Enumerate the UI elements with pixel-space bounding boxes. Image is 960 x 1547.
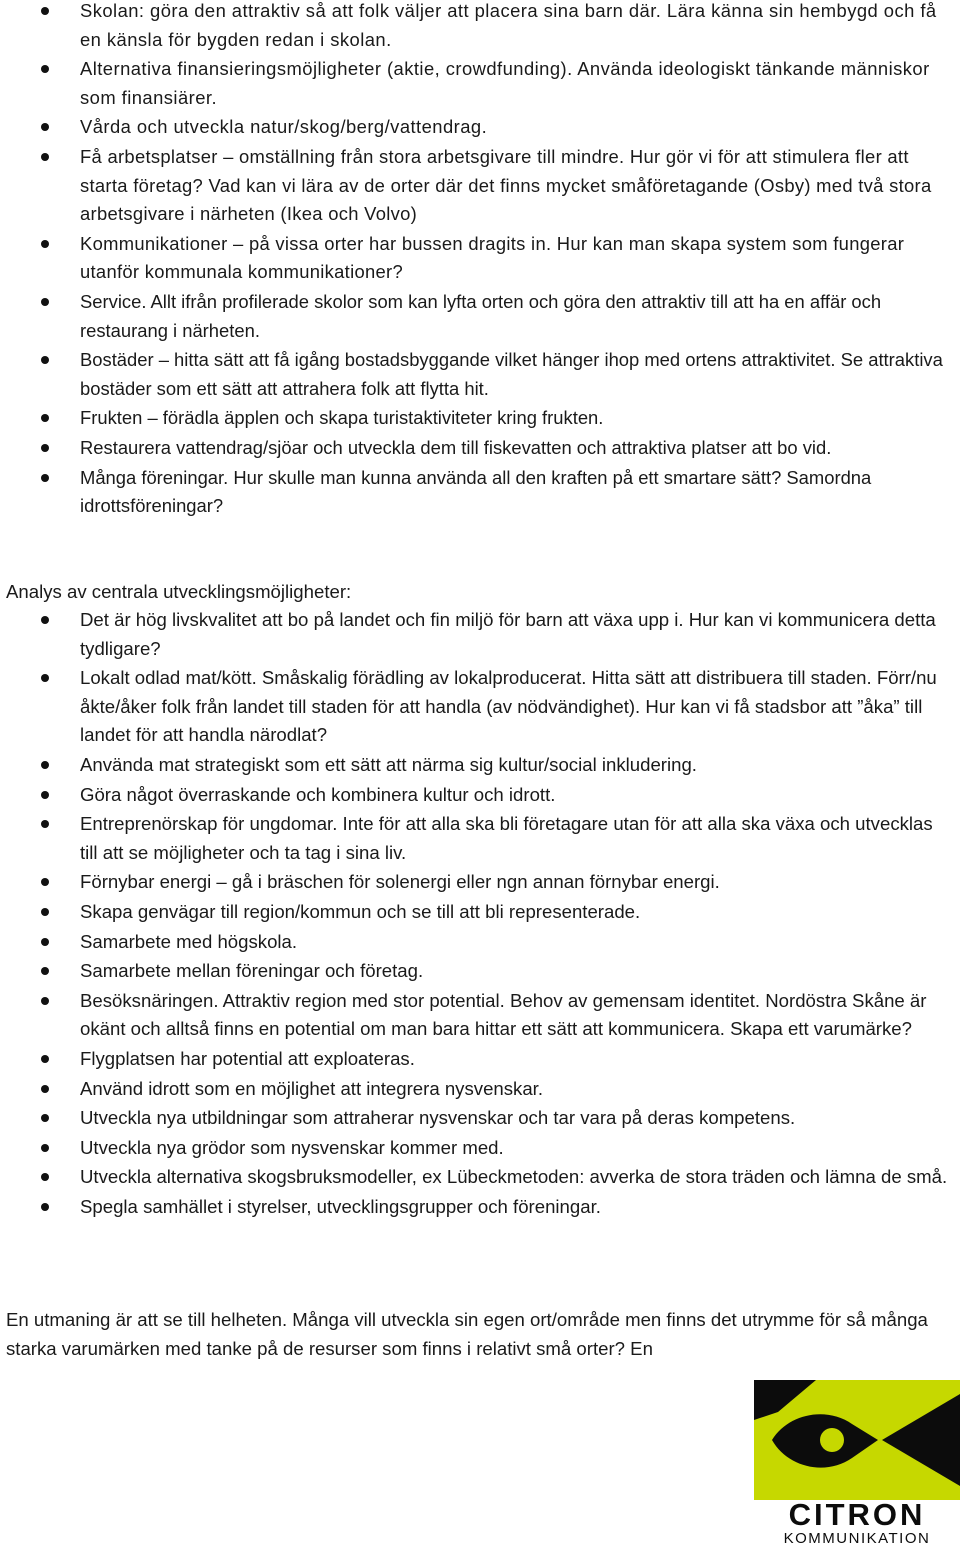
list-item: Få arbetsplatser – omställning från stora arbetsgivare till mindre. Hur gör vi för att stimulera fler att starta företag? Vad kan vi lära av de orter där det finns mycket småföretagande (Osby) med två stora arbetsgivare i närheten (Ikea och Volvo) [0, 143, 960, 229]
bullet-icon [41, 123, 49, 131]
list-item: Alternativa finansieringsmöjligheter (aktie, crowdfunding). Använda ideologiskt tänkande människor som finansiärer. [0, 55, 960, 112]
list-item: Kommunikationer – på vissa orter har bussen dragits in. Hur kan man skapa system som fungerar utanför kommunala kommunikationer? [0, 230, 960, 287]
bullet-icon [41, 1114, 49, 1122]
bullet-icon [41, 967, 49, 975]
list-item: Spegla samhället i styrelser, utvecklingsgrupper och föreningar. [0, 1193, 960, 1222]
bullet-icon [41, 878, 49, 886]
bullet-icon [41, 414, 49, 422]
list-item: Skapa genvägar till region/kommun och se till att bli representerade. [0, 898, 960, 927]
bullet-icon [41, 820, 49, 828]
bullet-list-opportunities [0, 606, 960, 1221]
bullet-icon [41, 997, 49, 1005]
list-item: Förnybar energi – gå i bräschen för solenergi eller ngn annan förnybar energi. [0, 868, 960, 897]
list-item: Vårda och utveckla natur/skog/berg/vattendrag. [0, 113, 960, 142]
list-item: Många föreningar. Hur skulle man kunna använda all den kraften på ett smartare sätt? Samordna idrottsföreningar? [0, 464, 960, 521]
list-item: Flygplatsen har potential att exploateras. [0, 1045, 960, 1074]
logo-wordmark: CITRON [788, 1497, 926, 1532]
list-item: Utveckla nya grödor som nysvenskar kommer med. [0, 1134, 960, 1163]
bullet-icon [41, 1173, 49, 1181]
bullet-icon [41, 7, 49, 15]
bullet-icon [41, 444, 49, 452]
bullet-icon [41, 908, 49, 916]
list-item: Det är hög livskvalitet att bo på landet och fin miljö för barn att växa upp i. Hur kan vi kommunicera detta tydligare? [0, 606, 960, 663]
bullet-icon [41, 153, 49, 161]
citron-logo [754, 1380, 960, 1547]
bullet-icon [41, 1144, 49, 1152]
list-item: Utveckla nya utbildningar som attraherar nysvenskar och tar vara på deras kompetens. [0, 1104, 960, 1133]
list-item: Skolan: göra den attraktiv så att folk väljer att placera sina barn där. Lära känna sin hembygd och få en känsla för bygden redan i skolan. [0, 0, 960, 54]
list-item: Använda mat strategiskt som ett sätt att närma sig kultur/social inkludering. [0, 751, 960, 780]
bullet-icon [41, 616, 49, 624]
bullet-list-issues [0, 0, 960, 521]
bullet-icon [41, 65, 49, 73]
list-item: Frukten – förädla äpplen och skapa turistaktiviteter kring frukten. [0, 404, 960, 433]
list-item: Entreprenörskap för ungdomar. Inte för att alla ska bli företagare utan för att alla ska växa och utvecklas till att se möjligheter och ta tag i sina liv. [0, 810, 960, 867]
list-item: Göra något överraskande och kombinera kultur och idrott. [0, 781, 960, 810]
list-item: Service. Allt ifrån profilerade skolor som kan lyfta orten och göra den attraktiv till att ha en affär och restaurang i närheten. [0, 288, 960, 345]
section-heading: Analys av centrala utvecklingsmöjligheter: [6, 581, 352, 602]
bullet-icon [41, 1085, 49, 1093]
list-item: Använd idrott som en möjlighet att integrera nysvenskar. [0, 1075, 960, 1104]
bullet-icon [41, 1055, 49, 1063]
list-item: Restaurera vattendrag/sjöar och utveckla dem till fiskevatten och attraktiva platser att bo vid. [0, 434, 960, 463]
bullet-icon [41, 761, 49, 769]
bullet-icon [41, 474, 49, 482]
bullet-icon [41, 791, 49, 799]
list-item: Bostäder – hitta sätt att få igång bostadsbyggande vilket hänger ihop med ortens attraktivitet. Se attraktiva bostäder som ett sätt att attrahera folk att flytta hit. [0, 346, 960, 403]
list-item: Samarbete mellan föreningar och företag. [0, 957, 960, 986]
bullet-icon [41, 298, 49, 306]
list-item: Besöksnäringen. Attraktiv region med stor potential. Behov av gemensam identitet. Nordöstra Skåne är okänt och alltså finns en potential om man bara hittar ett sätt att kommunicera. Skapa ett varumärke? [0, 987, 960, 1044]
bullet-icon [41, 240, 49, 248]
list-item: Lokalt odlad mat/kött. Småskalig förädling av lokalproducerat. Hitta sätt att distribuera till staden. Förr/nu åkte/åker folk från landet till staden för att handla (av nödvändighet). Hur kan vi få stadsbor att ”åka” till landet för att handla närodlat? [0, 664, 960, 750]
bullet-icon [41, 356, 49, 364]
list-item: Utveckla alternativa skogsbruksmodeller, ex Lübeckmetoden: avverka de stora träden och lämna de små. [0, 1163, 960, 1192]
bullet-icon [41, 674, 49, 682]
bullet-icon [41, 938, 49, 946]
list-item: Samarbete med högskola. [0, 928, 960, 957]
closing-paragraph: En utmaning är att se till helheten. Många vill utveckla sin egen ort/område men finns det utrymme för så många starka varumärken med tanke på de resurser som finns i relativt små orter? En [6, 1309, 928, 1359]
logo-eye [820, 1428, 844, 1452]
logo-tagline: KOMMUNIKATION [783, 1530, 931, 1547]
bullet-icon [41, 1203, 49, 1211]
